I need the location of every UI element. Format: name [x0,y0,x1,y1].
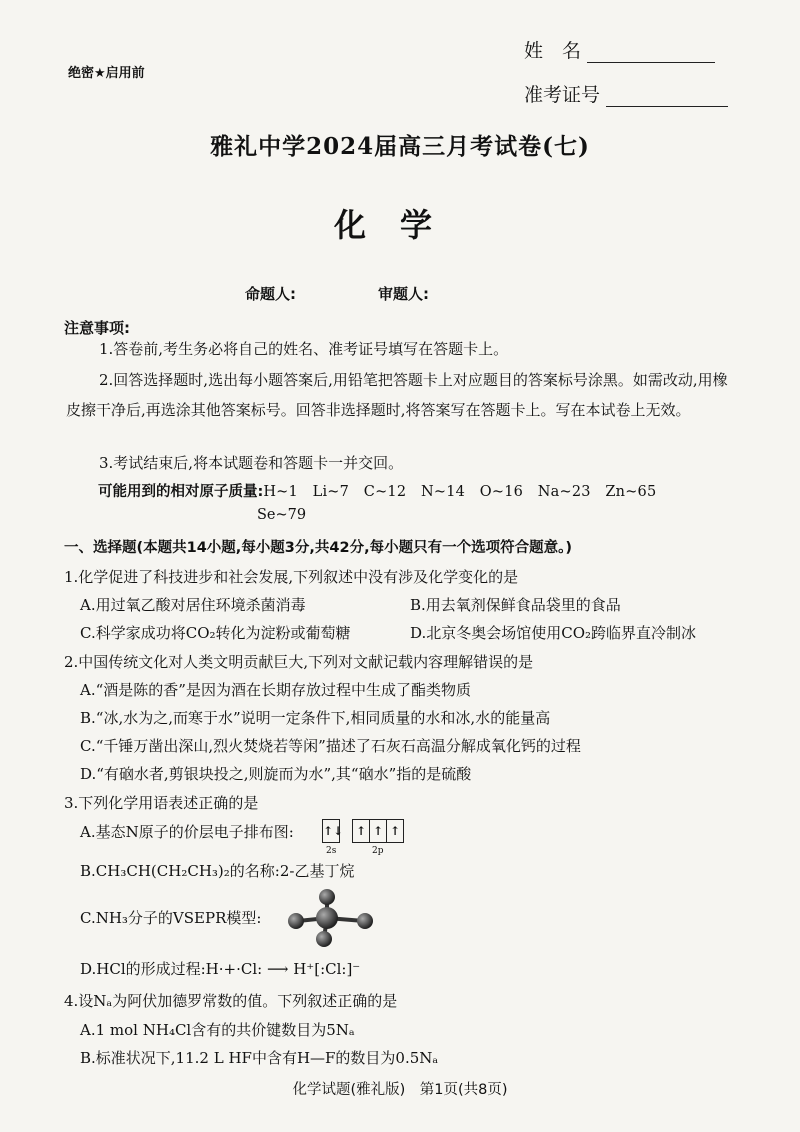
orbital-2p-cell: ↑ [353,820,370,842]
question-3-option-d [80,958,360,979]
name-label: 姓 名 [524,40,582,62]
orbital-box-2p [352,819,404,843]
section-heading: 一、选择题(本题共14小题,每小题3分,共42分,每小题只有一个选项符合题意。) [64,540,572,556]
question-2-option-c: C.“千锤万凿出深山,烈火焚烧若等闲”描述了石灰石高温分解成氧化钙的过程 [80,737,581,755]
question-3-option-d-label: D.HCl的形成过程: [80,960,206,978]
hcl-formation-equation: H·+·Cl: ⟶ H⁺[:Cl:]⁻ [205,960,361,978]
question-3-stem: 3.下列化学用语表述正确的是 [64,794,259,812]
question-2-option-b: B.“冰,水为之,而寒于水”说明一定条件下,相同质量的水和冰,水的能量高 [80,709,551,727]
note-item: 1.答卷前,考生务必将自己的姓名、准考证号填写在答题卡上。 [99,340,509,358]
orbital-2p-label: 2p [372,846,384,856]
question-4-stem: 4.设Nₐ为阿伏加德罗常数的值。下列叙述正确的是 [64,992,398,1010]
atomic-masses [98,478,738,507]
question-1-option-c: C.科学家成功将CO₂转化为淀粉或葡萄糖 [80,624,351,642]
atomic-masses-values: H~1 Li~7 C~12 N~14 O~16 Na~23 Zn~65 [263,484,657,500]
note-item: 2.回答选择题时,选出每小题答案后,用铅笔把答题卡上对应题目的答案标号涂黑。如需改动,用橡皮擦干净后,再选涂其他答案标号。回答非选择题时,将答案写在答题卡上。写在本试卷上无效。 [66,371,728,419]
question-3-option-a: A.基态N原子的价层电子排布图: [80,823,294,841]
exam-number-field [524,80,728,107]
atomic-masses-label: 可能用到的相对原子质量: [98,484,264,500]
name-field [524,36,715,63]
orbital-2s-label: 2s [326,846,337,856]
orbital-2p-cell: ↑ [389,824,401,838]
question-1-option-b: B.用去氧剂保鲜食品袋里的食品 [410,596,621,614]
exam-number-blank [606,86,728,107]
confidential-label: 绝密★启用前 [68,66,145,81]
setter-label: 命题人: [245,285,296,303]
authors-line [245,283,511,304]
exam-number-label: 准考证号 [524,84,601,106]
central-atom [316,907,338,929]
outer-atom [316,931,332,947]
notes-heading: 注意事项: [64,319,130,337]
question-3-option-c: C.NH₃分子的VSEPR模型: [80,909,262,927]
orbital-2p-cell: ↑ [370,820,387,842]
vsepr-model-diagram [282,888,378,948]
outer-atom [319,889,335,905]
orbital-2s-cell: ↑↓ [323,824,344,838]
question-1-stem: 1.化学促进了科技进步和社会发展,下列叙述中没有涉及化学变化的是 [64,568,519,586]
subject-title: 化学 [333,206,466,244]
note-item: 3.考试结束后,将本试题卷和答题卡一并交回。 [99,454,404,472]
page-footer: 化学试题(雅礼版) 第1页(共8页) [292,1082,508,1098]
outer-atom [357,913,373,929]
reviewer-label: 审题人: [378,285,429,303]
question-2-option-d: D.“有硇水者,剪银块投之,则旋而为水”,其“硇水”指的是硫酸 [80,765,472,783]
question-2-stem: 2.中国传统文化对人类文明贡献巨大,下列对文献记载内容理解错误的是 [64,653,534,671]
question-1-option-a: A.用过氧乙酸对居住环境杀菌消毒 [80,596,306,614]
question-3-option-b: B.CH₃CH(CH₂CH₃)₂的名称:2-乙基丁烷 [80,862,355,880]
question-2-option-a: A.“酒是陈的香”是因为酒在长期存放过程中生成了酯类物质 [80,681,471,699]
outer-atom [288,913,304,929]
atomic-masses-values-line2: Se~79 [257,507,307,523]
question-4-option-a: A.1 mol NH₄Cl含有的共价键数目为5Nₐ [80,1021,355,1039]
question-4-option-b: B.标准状况下,11.2 L HF中含有H—F的数目为0.5Nₐ [80,1049,439,1067]
question-1-option-d: D.北京冬奥会场馆使用CO₂跨临界直冷制冰 [410,624,697,642]
name-blank [587,42,715,63]
exam-title: 雅礼中学2024届高三月考试卷(七) [210,133,590,160]
orbital-box-2s [322,819,344,843]
